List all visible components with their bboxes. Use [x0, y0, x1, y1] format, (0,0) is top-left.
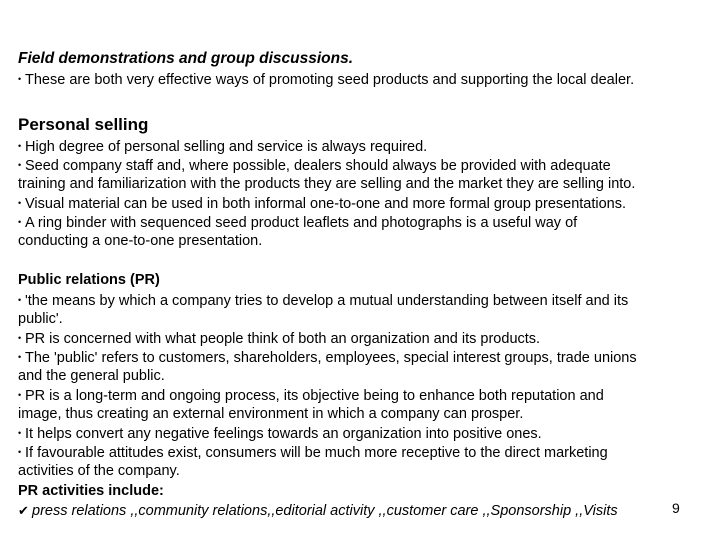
- text-line: training and familiarization with the products they are selling and the market they are selling into.: [18, 176, 636, 192]
- heading-public-relations: Public relations (PR): [18, 272, 160, 288]
- page-number: 9: [672, 500, 680, 516]
- bullet-line: • The 'public' refers to customers, shareholders, employees, special interest groups, trade unions: [18, 350, 637, 366]
- text-line: conducting a one-to-one presentation.: [18, 233, 263, 249]
- heading-pr-activities: PR activities include:: [18, 483, 164, 499]
- bullet-line: • It helps convert any negative feelings towards an organization into positive ones.: [18, 426, 542, 442]
- bullet-icon: •: [18, 352, 22, 362]
- text-line: image, thus creating an external environment in which a company can prosper.: [18, 406, 524, 422]
- heading-personal-selling: Personal selling: [18, 115, 149, 134]
- text-line: public'.: [18, 311, 63, 327]
- bullet-line: • High degree of personal selling and service is always required.: [18, 139, 428, 155]
- bullet-line: • A ring binder with sequenced seed product leaflets and photographs is a useful way of: [18, 215, 578, 231]
- text-line: activities of the company.: [18, 463, 180, 479]
- pr-activities-line: ✔ press relations ,,community relations,,editorial activity ,,customer care ,,Sponsorship ,,Visits: [18, 503, 618, 519]
- bullet-icon: •: [18, 428, 22, 438]
- bullet-icon: •: [18, 198, 22, 208]
- bullet-line: • PR is concerned with what people think of both an organization and its products.: [18, 331, 541, 347]
- bullet-line: • PR is a long-term and ongoing process, its objective being to enhance both reputation and: [18, 388, 604, 404]
- bullet-line: • These are both very effective ways of promoting seed products and supporting the local dealer.: [18, 72, 635, 88]
- bullet-icon: •: [18, 333, 22, 343]
- bullet-icon: •: [18, 390, 22, 400]
- bullet-line: • Seed company staff and, where possible, dealers should always be provided with adequate: [18, 158, 611, 174]
- bullet-icon: •: [18, 295, 22, 305]
- bullet-icon: •: [18, 160, 22, 170]
- heading-field-demonstrations: Field demonstrations and group discussions.: [18, 50, 354, 67]
- bullet-line: • Visual material can be used in both informal one-to-one and more formal group presentations.: [18, 196, 627, 212]
- checkmark-icon: ✔: [18, 503, 29, 518]
- text-line: and the general public.: [18, 368, 165, 384]
- bullet-icon: •: [18, 74, 22, 84]
- bullet-icon: •: [18, 141, 22, 151]
- bullet-icon: •: [18, 447, 22, 457]
- bullet-icon: •: [18, 217, 22, 227]
- bullet-line: • 'the means by which a company tries to develop a mutual understanding between itself and its: [18, 293, 629, 309]
- bullet-line: • If favourable attitudes exist, consumers will be much more receptive to the direct marketing: [18, 445, 608, 461]
